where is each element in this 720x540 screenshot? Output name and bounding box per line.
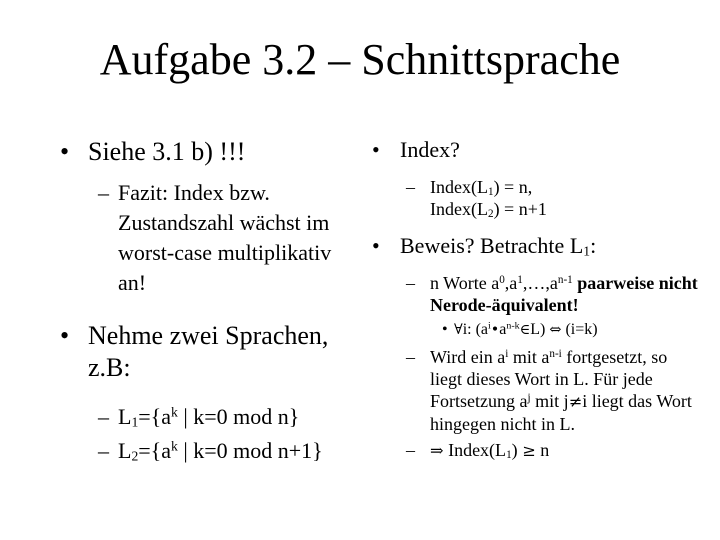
left-subbullet-l1 [60, 402, 370, 432]
dash-icon: – [98, 404, 109, 429]
slide-title: Aufgabe 3.2 – Schnittsprache [99, 35, 621, 84]
dash-icon: – [406, 440, 415, 460]
bullet-icon: • [60, 321, 70, 350]
right-item1-text: Index? [400, 137, 460, 162]
right-subbullet-conclusion [372, 439, 702, 462]
fortsetzung-text: Wird ein $a^i$ mit $a^{n-i}$ fortgesetzt, so liegt dieses Wort in L. Für jede Fortsetzung $a^j$ mit j≠i liegt das Wort hingegen nicht in L. [430, 347, 692, 434]
right-bullet-index [372, 136, 702, 164]
element-of-icon: ∈ [519, 322, 531, 338]
bullet-icon: • [372, 137, 380, 162]
left-subbullet-fazit [60, 178, 370, 298]
left-bullet-sprachen [60, 320, 370, 384]
dash-icon: – [406, 177, 415, 197]
forall-icon: ∀ [454, 322, 463, 338]
dash-icon: – [406, 273, 415, 293]
dash-icon: – [98, 438, 109, 463]
not-equal-icon: ≠ [568, 392, 583, 411]
right-subbullet-n-worte [372, 272, 702, 316]
language-l2-definition: $L_2=\{a^k$ | k=0 mod n+1} [118, 438, 323, 464]
right-subbullet-fortsetzung [372, 346, 702, 435]
index-l2-line: $Index(L_2) = n+1$ [430, 199, 547, 221]
index-l1-line: $Index(L_1) = n$, [430, 177, 533, 199]
bullet-icon: • [372, 233, 380, 258]
left-item2-text: Nehme zwei Sprachen, z.B: [88, 321, 329, 382]
right-subbullet-index-values [372, 176, 702, 220]
implies-icon: ⇒ [430, 441, 444, 460]
left-item1-sub1-text: Fazit: Index bzw. Zustandszahl wächst im worst-case multiplikativ an! [118, 180, 332, 295]
bullet-icon: • [442, 321, 448, 338]
concat-dot-icon: • [490, 322, 500, 338]
left-column [60, 136, 370, 466]
right-bullet-beweis [372, 232, 702, 260]
left-bullet-siehe [60, 136, 370, 168]
language-l1-definition: $L_1=\{a^k$ | k=0 mod n} [118, 404, 300, 430]
forall-statement: ∀i: $(a^i•a^{n-k}\in L)$ ⇔ (i=k) [454, 320, 598, 338]
left-item1-text: Siehe 3.1 b) !!! [88, 137, 246, 166]
conclusion-text: ⇒ $Index(L_1) \ge n$ [430, 440, 550, 462]
dash-icon: – [98, 180, 109, 205]
left-subbullet-l2 [60, 436, 370, 466]
dash-icon: – [406, 347, 415, 367]
n-worte-text: n Worte $a^0,a^1,\dots,a^{n-1}$ paarweise nicht Nerode-äquivalent! [430, 273, 698, 315]
iff-icon: ⇔ [549, 322, 562, 338]
right-item2-text: Beweis? Betrachte $L_1$: [400, 233, 597, 259]
right-subsubbullet-forall [372, 320, 702, 340]
right-column [372, 136, 702, 462]
bullet-icon: • [60, 137, 70, 166]
geq-icon: ≥ [522, 441, 536, 460]
